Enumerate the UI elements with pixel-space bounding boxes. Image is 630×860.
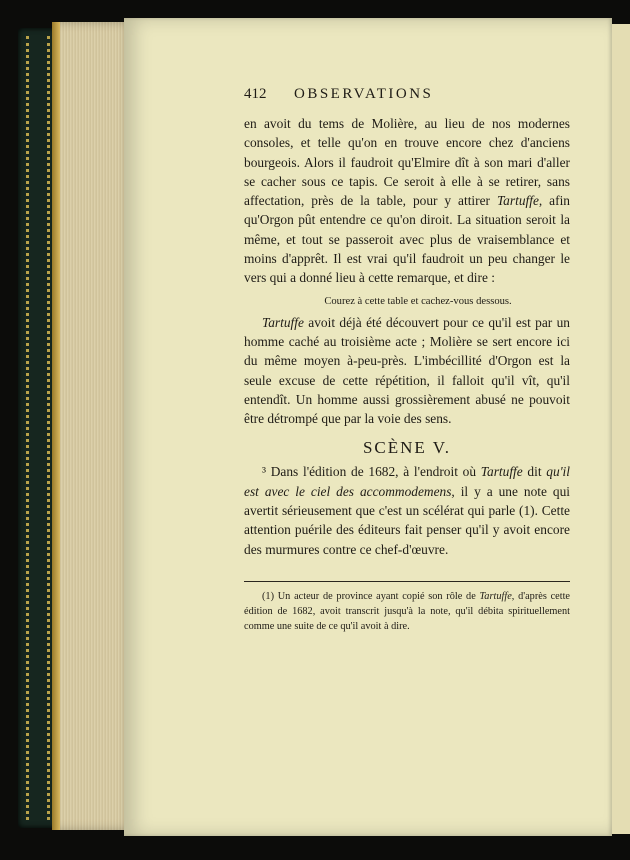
footnote-end: , d'après cette édition de 1682, avoit transcrit jusqu'à la note, qu'il débita spirituellement comme une suite de ce qu'il avoit à dire. <box>244 590 570 632</box>
footnote-rule <box>244 581 570 582</box>
page-edges <box>52 22 134 830</box>
paragraph-2-italic: Tartuffe <box>262 314 304 330</box>
footnote-start: (1) Un acteur de province ayant copié son rôle de <box>262 590 480 602</box>
running-title: OBSERVATIONS <box>294 86 434 102</box>
paragraph-3-mid: dit <box>522 464 547 480</box>
page-number: 412 <box>244 86 267 102</box>
gilt-edge <box>52 22 60 830</box>
paragraph-3-start: ³ Dans l'édition de 1682, à l'endroit où <box>262 464 481 480</box>
paragraph-1-end: , afin qu'Orgon pût entendre ce qu'on diroit. La situation seroit la même, et tout se passeroit avec plus de vraisemblance et moins d'apprêt. Il est vrai qu'il faudroit un peu changer le vers qui a donné lieu à cette remarque, et dire : <box>244 193 570 286</box>
paragraph-3-end: , il y a une note qui avertit sérieusement que c'est un scélérat qui parle (1). Cette attention puérile des éditeurs fait penser qu'il y avoit encore des murmures contre ce chef-d'œuvre. <box>244 483 570 557</box>
paragraph-2 <box>244 313 570 429</box>
page-content <box>244 86 570 634</box>
footnote-italic: Tartuffe <box>479 590 512 602</box>
scene-heading: SCÈNE V. <box>362 438 452 458</box>
page-header <box>244 86 570 114</box>
paragraph-1-italic: Tartuffe <box>496 193 539 209</box>
footnote <box>244 590 570 634</box>
paragraph-3-italic-2: qu'il est avec le ciel des accommodemens <box>244 464 570 499</box>
spine-gilt-decoration <box>26 36 50 820</box>
paragraph-1-text: en avoit du tems de Molière, au lieu de nos modernes consoles, et telle qu'on en trouve encore chez d'anciens bourgeois. Alors il faudroit qu'Elmire dît à son mari d'aller se cacher sous ce tapis. Ce seroit à elle à se retirer, sans affectation, près de la table, pour y attirer <box>244 116 570 209</box>
paragraph-2-text: avoit déjà été découvert pour ce qu'il est par un homme caché au troisième acte ; Molière se sert encore ici du même moyen à-peu-près. L'imbécillité d'Orgon est la seule excuse de cette répétition, il falloit qu'il vît, qu'il entendît. Un homme aussi grossièrement abusé ne pouvoit être détrompé que par la voie des sens. <box>244 314 570 427</box>
paragraph-1 <box>244 114 570 288</box>
paragraph-3 <box>244 462 570 558</box>
paragraph-3-italic-1: Tartuffe <box>480 464 523 480</box>
verse-quote: Courez à cette table et cachez-vous dessous. <box>324 295 512 307</box>
